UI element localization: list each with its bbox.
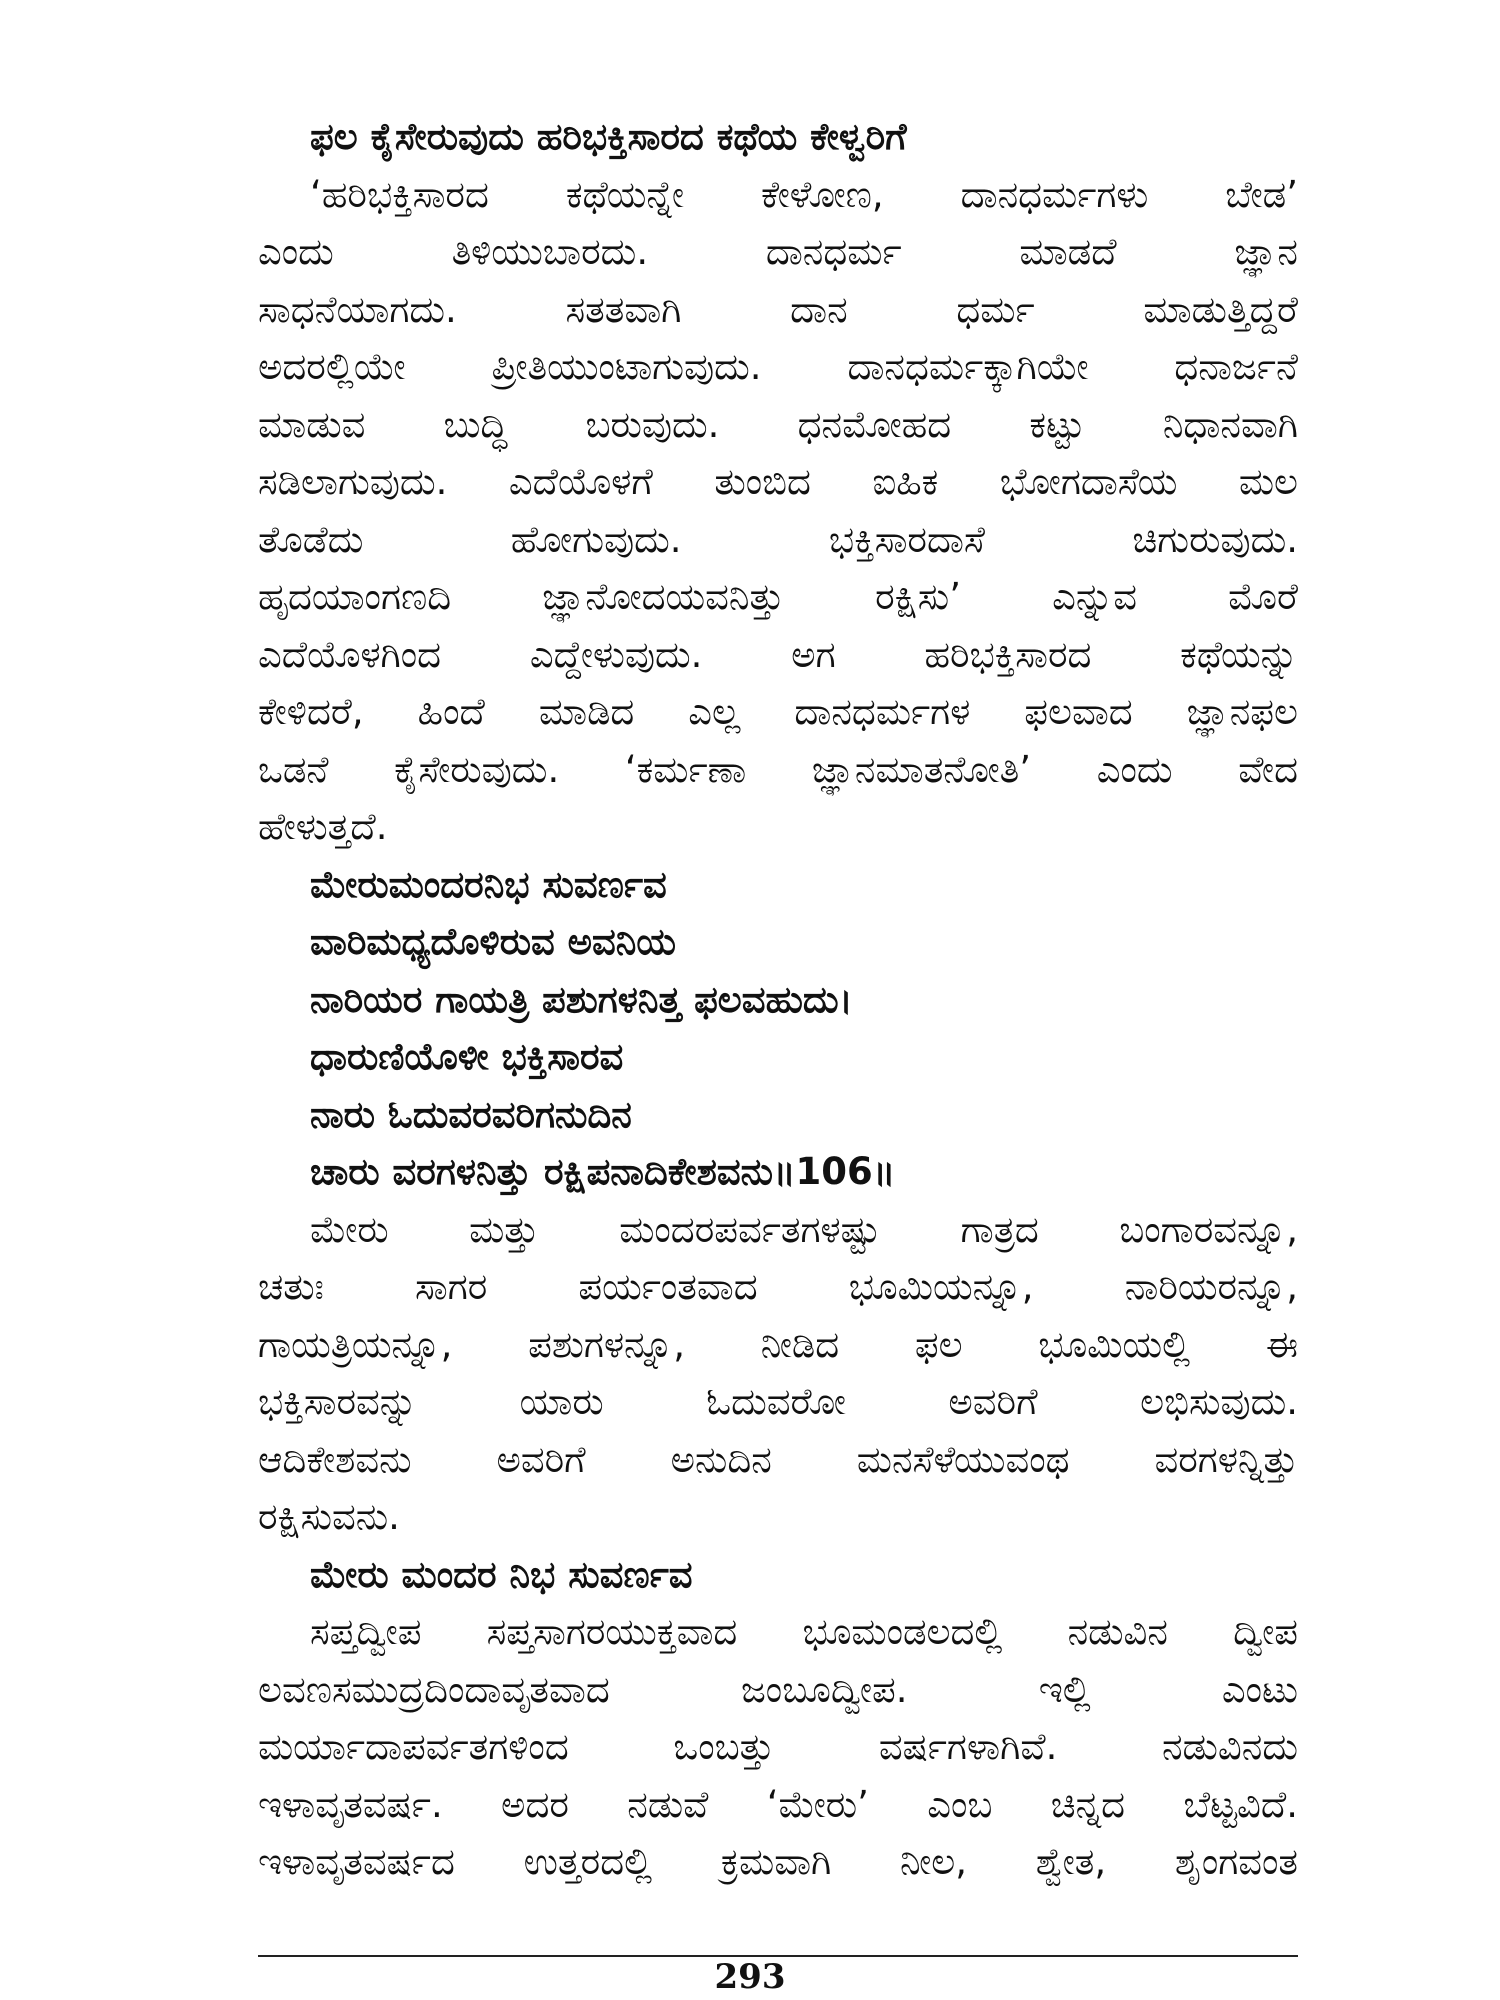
paragraph-line: ಮಾಡುವ ಬುದ್ಧಿ ಬರುವುದು. ಧನಮೋಹದ ಕಟ್ಟು ನಿಧಾನವಾಗಿ xyxy=(258,402,1298,446)
verse-line: ನಾರು ಓದುವರವರಿಗನುದಿನ xyxy=(310,1092,632,1136)
paragraph-line: ಇಳಾವೃತವರ್ಷ. ಅದರ ನಡುವೆ ‘ಮೇರು’ ಎಂಬ ಚಿನ್ನದ ಬೆಟ್ಟವಿದೆ. xyxy=(258,1782,1298,1826)
paragraph-line: ಎದೆಯೊಳಗಿಂದ ಎದ್ದೇಳುವುದು. ಅಗ ಹರಿಭಕ್ತಿಸಾರದ ಕಥೆಯನ್ನು xyxy=(258,632,1298,676)
paragraph-line: ಹೃದಯಾಂಗಣದಿ ಜ್ಞಾನೋದಯವನಿತ್ತು ರಕ್ಷಿಸು’ ಎನ್ನುವ ಮೊರೆ xyxy=(258,575,1298,618)
paragraph-line: ಸಡಿಲಾಗುವುದು. ಎದೆಯೊಳಗೆ ತುಂಬಿದ ಐಹಿಕ ಭೋಗದಾಸೆಯ ಮಲ xyxy=(258,460,1298,503)
paragraph-line: ತೊಡೆದು ಹೋಗುವುದು. ಭಕ್ತಿಸಾರದಾಸೆ ಚಿಗುರುವುದು. xyxy=(258,517,1298,561)
paragraph-line: ಲವಣಸಮುದ್ರದಿಂದಾವೃತವಾದ ಜಂಬೂದ್ವೀಪ. ಇಲ್ಲಿ ಎಂಟು xyxy=(258,1667,1298,1711)
paragraph-line: ಮರ್ಯಾದಾಪರ್ವತಗಳಿಂದ ಒಂಬತ್ತು ವರ್ಷಗಳಾಗಿವೆ. ನಡುವಿನದು xyxy=(258,1725,1298,1768)
verse-line: ಧಾರುಣಿಯೊಳೀ ಭಕ್ತಿಸಾರವ xyxy=(310,1035,624,1078)
paragraph-line: ಗಾಯತ್ರಿಯನ್ನೂ, ಪಶುಗಳನ್ನೂ, ನೀಡಿದ ಫಲ ಭೂಮಿಯಲ್ಲಿ ಈ xyxy=(258,1322,1298,1366)
verse-line: ಚಾರು ವರಗಳನಿತ್ತು ರಕ್ಷಿಪನಾದಿಕೇಶವನು॥106॥ xyxy=(310,1150,896,1193)
paragraph-line: ಸಾಧನೆಯಾಗದು. ಸತತವಾಗಿ ದಾನ ಧರ್ಮ ಮಾಡುತ್ತಿದ್ದರೆ xyxy=(258,287,1298,331)
paragraph-line: ಹೇಳುತ್ತದೆ. xyxy=(258,805,388,848)
paragraph-line: ಒಡನೆ ಕೈಸೇರುವುದು. ‘ಕರ್ಮಣಾ ಜ್ಞಾನಮಾತನೋತಿ’ ಎಂದು ವೇದ xyxy=(258,747,1298,791)
verse-line: ವಾರಿಮಧ್ಯದೊಳಿರುವ ಅವನಿಯ xyxy=(310,920,677,963)
subsection-heading: ಮೇರು ಮಂದರ ನಿಭ ಸುವರ್ಣವ xyxy=(310,1552,693,1596)
paragraph-line: ಆದಿಕೇಶವನು ಅವರಿಗೆ ಅನುದಿನ ಮನಸೆಳೆಯುವಂಥ ವರಗಳನ್ನಿತ್ತು xyxy=(258,1437,1298,1481)
page-text xyxy=(258,108,1298,1891)
paragraph-line: ರಕ್ಷಿಸುವನು. xyxy=(258,1495,400,1538)
paragraph-line: ಮೇರು ಮತ್ತು ಮಂದರಪರ್ವತಗಳಷ್ಟು ಗಾತ್ರದ ಬಂಗಾರವನ್ನೂ, xyxy=(310,1207,1298,1251)
paragraph-line: ಕೇಳಿದರೆ, ಹಿಂದೆ ಮಾಡಿದ ಎಲ್ಲ ದಾನಧರ್ಮಗಳ ಫಲವಾದ ಜ್ಞಾನಫಲ xyxy=(258,690,1298,733)
verse-line: ಮೇರುಮಂದರನಿಭ ಸುವರ್ಣವ xyxy=(310,862,667,906)
paragraph-line: ಭಕ್ತಿಸಾರವನ್ನು ಯಾರು ಓದುವರೋ ಅವರಿಗೆ ಲಭಿಸುವುದು. xyxy=(258,1380,1298,1423)
paragraph-line: ಸಪ್ತದ್ವೀಪ ಸಪ್ತಸಾಗರಯುಕ್ತವಾದ ಭೂಮಂಡಲದಲ್ಲಿ ನಡುವಿನ ದ್ವೀಪ xyxy=(310,1610,1298,1653)
section-heading: ಫಲ ಕೈಸೇರುವುದು ಹರಿಭಕ್ತಿಸಾರದ ಕಥೆಯ ಕೇಳ್ವರಿಗೆ xyxy=(310,115,907,158)
paragraph-line: ಅದರಲ್ಲಿಯೇ ಪ್ರೀತಿಯುಂಟಾಗುವುದು. ದಾನಧರ್ಮಕ್ಕಾಗಿಯೇ ಧನಾರ್ಜನೆ xyxy=(258,345,1298,388)
paragraph-line: ಇಳಾವೃತವರ್ಷದ ಉತ್ತರದಲ್ಲಿ ಕ್ರಮವಾಗಿ ನೀಲ, ಶ್ವೇತ, ಶೃಂಗವಂತ xyxy=(258,1840,1298,1883)
paragraph-line: ಚತುಃ ಸಾಗರ ಪರ್ಯಂತವಾದ ಭೂಮಿಯನ್ನೂ, ನಾರಿಯರನ್ನೂ, xyxy=(258,1265,1298,1308)
page-number: 293 xyxy=(714,1957,786,1997)
paragraph-line: ಎಂದು ತಿಳಿಯುಬಾರದು. ದಾನಧರ್ಮ ಮಾಡದೆ ಜ್ಞಾನ xyxy=(258,230,1298,273)
verse-line: ನಾರಿಯರ ಗಾಯತ್ರಿ ಪಶುಗಳನಿತ್ತ ಫಲವಹುದು। xyxy=(310,977,853,1021)
paragraph-line: ‘ಹರಿಭಕ್ತಿಸಾರದ ಕಥೆಯನ್ನೇ ಕೇಳೋಣ, ದಾನಧರ್ಮಗಳು ಬೇಡ’ xyxy=(310,172,1298,216)
